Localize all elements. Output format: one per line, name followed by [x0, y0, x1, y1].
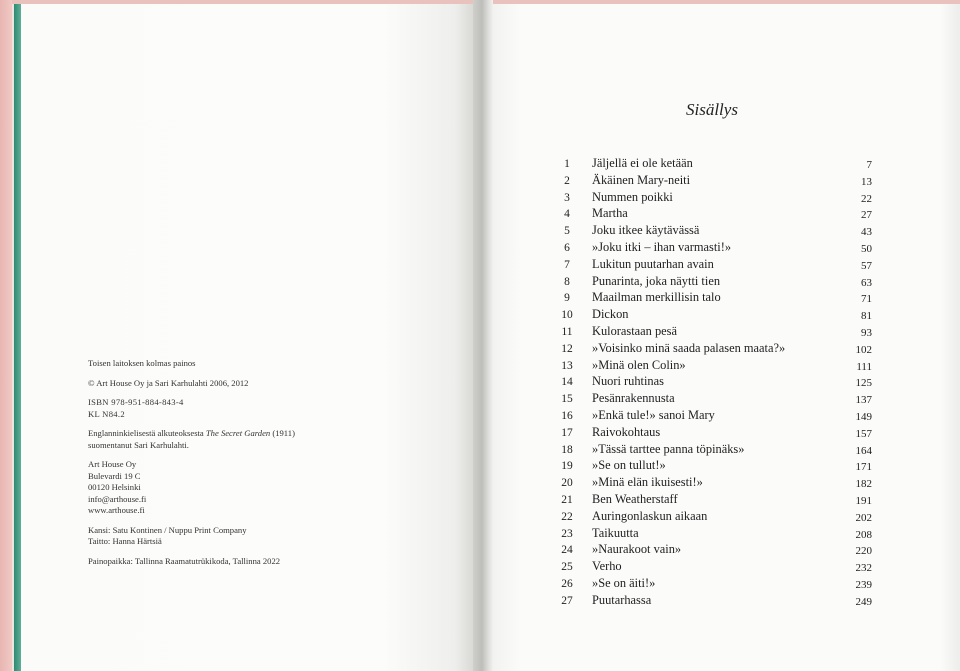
- printer-line: Painopaikka: Tallinna Raamatutrükikoda, Tallinna 2022: [88, 555, 281, 566]
- toc-entry: [556, 156, 876, 173]
- chapter-page: 208: [855, 528, 872, 541]
- translation-line: [88, 428, 458, 440]
- toc-entry: [556, 290, 876, 307]
- chapter-number: 24: [561, 544, 573, 557]
- chapter-title: »Minä olen Colin»: [592, 357, 686, 372]
- chapter-number: 8: [564, 275, 570, 288]
- chapter-number: 10: [561, 309, 573, 322]
- chapter-title: »Se on tullut!»: [592, 458, 666, 473]
- chapter-number: 9: [564, 292, 570, 305]
- chapter-page: 137: [855, 394, 872, 407]
- chapter-title: »Minä elän ikuisesti!»: [592, 475, 703, 490]
- table-of-contents: [556, 156, 876, 610]
- address-line: info@arthouse.fi: [88, 493, 147, 504]
- chapter-page: 13: [861, 175, 872, 188]
- toc-entry: [556, 341, 876, 358]
- toc-entry: [556, 391, 876, 408]
- chapter-number: 11: [561, 325, 573, 338]
- chapter-title: Ben Weatherstaff: [592, 491, 678, 506]
- chapter-page: 93: [861, 326, 872, 339]
- address-line: Bulevardi 19 C: [88, 470, 141, 481]
- copyright-line: © Art House Oy ja Sari Karhulahti 2006, 2012: [88, 377, 249, 388]
- chapter-page: 43: [861, 226, 872, 239]
- chapter-title: »Se on äiti!»: [592, 575, 656, 590]
- printing-line: Toisen laitoksen kolmas painos: [88, 358, 196, 368]
- chapter-number: 23: [561, 527, 573, 540]
- chapter-title: »Enkä tule!» sanoi Mary: [592, 407, 715, 422]
- chapter-number: 3: [564, 191, 570, 204]
- chapter-page: 182: [855, 478, 872, 491]
- publisher-address: [88, 459, 458, 517]
- chapter-title: Nummen poikki: [592, 189, 673, 204]
- toc-entry: [556, 374, 876, 391]
- chapter-page: 191: [855, 494, 872, 507]
- chapter-number: 18: [561, 443, 573, 456]
- toc-entry: [556, 274, 876, 291]
- chapter-page: 171: [855, 461, 872, 474]
- chapter-number: 26: [561, 577, 573, 590]
- toc-entry: [556, 559, 876, 576]
- toc-entry: [556, 492, 876, 509]
- toc-entry: [556, 576, 876, 593]
- chapter-page: 27: [861, 209, 872, 222]
- toc-entry: [556, 509, 876, 526]
- address-line: www.arthouse.fi: [88, 505, 145, 515]
- kl-line: KL N84.2: [88, 408, 125, 419]
- chapter-number: 27: [561, 594, 573, 607]
- chapter-number: 14: [561, 376, 573, 389]
- chapter-page: 202: [855, 511, 872, 524]
- colophon: [88, 358, 458, 567]
- layout-credit: Taitto: Hanna Härtsiä: [88, 536, 162, 546]
- chapter-title: Pesänrakennusta: [592, 391, 675, 406]
- chapter-number: 17: [561, 426, 573, 439]
- chapter-title: Punarinta, joka näytti tien: [592, 273, 721, 288]
- chapter-page: 7: [866, 159, 872, 171]
- chapter-page: 22: [861, 192, 872, 205]
- toc-entry: [556, 257, 876, 274]
- chapter-title: Äkäinen Mary-neiti: [592, 172, 691, 187]
- chapter-title: Raivokohtaus: [592, 424, 661, 439]
- chapter-page: 125: [855, 377, 872, 390]
- cover-credit: Kansi: Satu Kontinen / Nuppu Print Company: [88, 524, 247, 535]
- chapter-number: 20: [561, 477, 573, 490]
- chapter-number: 25: [561, 561, 573, 574]
- chapter-number: 5: [564, 225, 570, 238]
- toc-title: Sisällys: [686, 100, 738, 119]
- chapter-title: Kulorastaan pesä: [592, 323, 677, 338]
- chapter-title: Dickon: [592, 307, 629, 322]
- chapter-title: »Naurakoot vain»: [592, 542, 682, 557]
- original-title: The Secret Garden: [205, 428, 271, 438]
- chapter-title: »Tässä tarttee panna töpinäks»: [592, 441, 745, 456]
- chapter-page: 249: [855, 595, 872, 608]
- chapter-number: 16: [561, 409, 573, 422]
- chapter-number: 15: [561, 393, 573, 406]
- chapter-number: 12: [561, 342, 573, 355]
- toc-entry: [556, 526, 876, 543]
- chapter-number: 1: [564, 158, 570, 170]
- chapter-title: Verho: [592, 559, 622, 574]
- chapter-title: Jäljellä ei ole ketään: [592, 156, 693, 170]
- chapter-page: 220: [855, 545, 872, 558]
- toc-entry: [556, 206, 876, 223]
- translation-suffix: (1911): [270, 428, 295, 438]
- chapter-number: 7: [564, 258, 570, 271]
- chapter-title: Lukitun puutarhan avain: [592, 256, 714, 271]
- chapter-number: 21: [561, 493, 573, 506]
- endpaper-strip: [14, 4, 21, 671]
- chapter-number: 2: [564, 174, 570, 187]
- cover-edge-left: [0, 0, 12, 671]
- chapter-page: 102: [855, 343, 872, 356]
- chapter-page: 81: [861, 310, 872, 323]
- toc-entry: [556, 542, 876, 559]
- toc-entry: [556, 442, 876, 459]
- toc-entry: [556, 190, 876, 207]
- toc-entry: [556, 475, 876, 492]
- toc-entry: [556, 358, 876, 375]
- chapter-page: 57: [861, 259, 872, 272]
- chapter-page: 239: [855, 578, 872, 591]
- chapter-page: 63: [861, 276, 872, 289]
- toc-entry: [556, 458, 876, 475]
- chapter-number: 19: [561, 460, 573, 473]
- chapter-page: 164: [855, 444, 872, 457]
- isbn-line: ISBN 978-951-884-843-4: [88, 397, 184, 407]
- chapter-title: Auringonlaskun aikaan: [592, 508, 708, 523]
- chapter-page: 149: [855, 410, 872, 423]
- chapter-number: 6: [564, 241, 570, 254]
- chapter-title: Nuori ruhtinas: [592, 374, 664, 389]
- chapter-title: Martha: [592, 206, 628, 221]
- chapter-number: 4: [564, 208, 570, 221]
- toc-entry: [556, 173, 876, 190]
- chapter-title: Taikuutta: [592, 525, 639, 540]
- translation-prefix: Englanninkielisestä alkuteoksesta: [88, 428, 206, 438]
- chapter-number: 13: [561, 359, 573, 372]
- chapter-page: 71: [861, 293, 872, 306]
- chapter-page: 50: [861, 242, 872, 255]
- left-page: [21, 4, 473, 671]
- chapter-page: 232: [855, 562, 872, 575]
- chapter-page: 157: [855, 427, 872, 440]
- chapter-title: »Voisinko minä saada palasen maata?»: [592, 340, 786, 355]
- chapter-title: »Joku itki – ihan varmasti!»: [592, 239, 732, 254]
- translator-line: suomentanut Sari Karhulahti.: [88, 439, 189, 450]
- toc-entry: [556, 240, 876, 257]
- address-line: 00120 Helsinki: [88, 482, 141, 492]
- chapter-title: Joku itkee käytävässä: [592, 223, 700, 238]
- toc-entry: [556, 324, 876, 341]
- chapter-number: 22: [561, 510, 573, 523]
- toc-entry: [556, 223, 876, 240]
- chapter-title: Puutarhassa: [592, 592, 652, 607]
- chapter-title: Maailman merkillisin talo: [592, 290, 721, 305]
- toc-entry: [556, 307, 876, 324]
- toc-entry: [556, 425, 876, 442]
- toc-entry: [556, 408, 876, 425]
- book-gutter: [473, 0, 493, 671]
- address-line: Art House Oy: [88, 459, 137, 469]
- toc-entry: [556, 593, 876, 610]
- chapter-page: 111: [856, 360, 872, 373]
- page-edge-shadow: [940, 4, 960, 671]
